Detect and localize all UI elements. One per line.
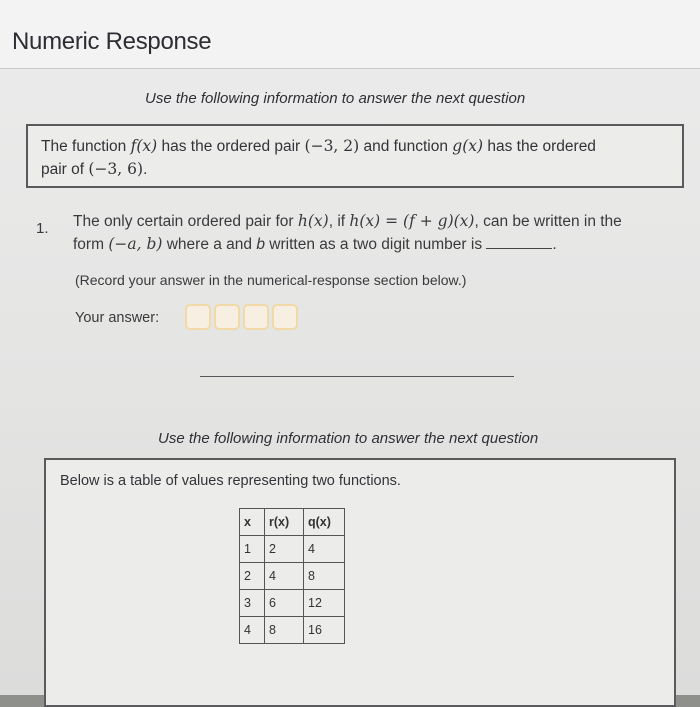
table-cell: 6 bbox=[265, 590, 304, 617]
text-segment: where a and bbox=[162, 236, 257, 253]
text-segment: form bbox=[73, 236, 109, 253]
table-cell: 8 bbox=[265, 617, 304, 644]
answer-digit-2[interactable] bbox=[214, 304, 240, 330]
info-box-1 bbox=[26, 124, 684, 188]
values-table bbox=[239, 508, 345, 644]
variable-b: b bbox=[256, 236, 265, 253]
table-cell: 1 bbox=[240, 536, 265, 563]
table-cell: 4 bbox=[265, 563, 304, 590]
table-cell: 4 bbox=[240, 617, 265, 644]
text-segment: , if bbox=[328, 213, 350, 230]
text-segment: , can be written in the bbox=[474, 213, 622, 230]
table-cell: 2 bbox=[240, 563, 265, 590]
table-header-x: x bbox=[240, 509, 265, 536]
numeric-answer-boxes bbox=[185, 304, 298, 330]
text-segment: The function bbox=[41, 138, 131, 155]
table-header-r: r(x) bbox=[265, 509, 304, 536]
divider bbox=[200, 376, 514, 377]
function-h: h(x) bbox=[297, 212, 329, 230]
info-box-1-text bbox=[41, 135, 671, 181]
info-instruction-2: Use the following information to answer the next question bbox=[158, 430, 539, 447]
table-cell: 3 bbox=[240, 590, 265, 617]
your-answer-label: Your answer: bbox=[75, 310, 160, 326]
table-cell: 8 bbox=[304, 563, 345, 590]
text-segment: has the ordered pair bbox=[157, 138, 305, 155]
function-f: f(x) bbox=[130, 137, 158, 155]
table-row bbox=[240, 590, 345, 617]
table-cell: 2 bbox=[265, 536, 304, 563]
table-row bbox=[240, 536, 345, 563]
info-box-2 bbox=[44, 458, 676, 707]
page-title: Numeric Response bbox=[12, 28, 212, 55]
table-row bbox=[240, 563, 345, 590]
ordered-pair-g: (−3, 6) bbox=[88, 160, 144, 178]
header-bar bbox=[0, 0, 700, 69]
answer-digit-3[interactable] bbox=[243, 304, 269, 330]
text-segment: written as a two digit number is bbox=[264, 236, 483, 253]
function-g: g(x) bbox=[452, 137, 484, 155]
table-cell: 16 bbox=[304, 617, 345, 644]
info-instruction-1: Use the following information to answer the next question bbox=[145, 90, 526, 107]
table-cell: 12 bbox=[304, 590, 345, 617]
answer-blank bbox=[486, 248, 552, 249]
text-segment: has the ordered bbox=[483, 138, 596, 155]
table-row bbox=[240, 617, 345, 644]
answer-digit-1[interactable] bbox=[185, 304, 211, 330]
table-header-q: q(x) bbox=[304, 509, 345, 536]
text-segment: and function bbox=[359, 138, 453, 155]
record-instruction: (Record your answer in the numerical-response section below.) bbox=[75, 272, 467, 288]
ordered-pair-f: (−3, 2) bbox=[304, 137, 360, 155]
text-segment: The only certain ordered pair for bbox=[73, 213, 298, 230]
text-segment: pair of bbox=[41, 161, 89, 178]
function-h-definition: h(x) = (f + g)(x) bbox=[349, 212, 475, 230]
answer-digit-4[interactable] bbox=[272, 304, 298, 330]
form-pair: (−a, b) bbox=[108, 235, 163, 253]
text-segment: . bbox=[552, 236, 557, 253]
question-number: 1. bbox=[36, 220, 49, 237]
question-text bbox=[73, 210, 683, 256]
table-cell: 4 bbox=[304, 536, 345, 563]
table-header-row bbox=[240, 509, 345, 536]
info-box-2-text: Below is a table of values representing two functions. bbox=[60, 473, 401, 489]
text-segment: . bbox=[143, 161, 148, 178]
